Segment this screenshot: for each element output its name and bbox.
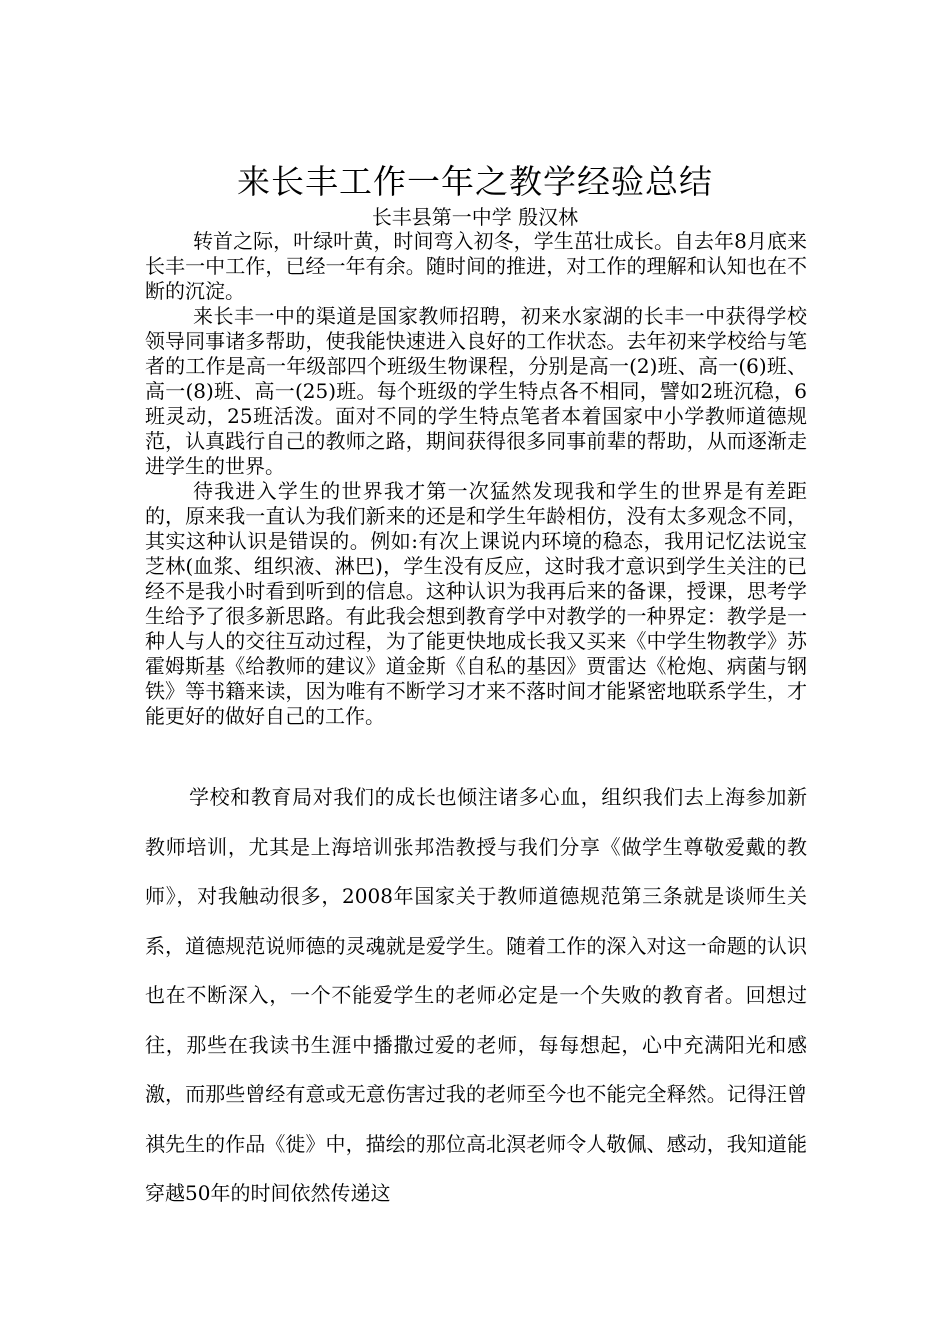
paragraph: 学校和教育局对我们的成长也倾注诸多心血，组织我们去上海参加新教师培训，尤其是上海培训张邦浩教授与我们分享《做学生尊敬爱戴的教师》，对我触动很多，2008年国家关于教师道德规范第三条就是谈师生关系，道德规范说师德的灵魂就是爱学生。随着工作的深入对这一命题的认识也在不断深入，一个不能爱学生的老师必定是一个失败的教育者。回想过往，那些在我读书生涯中播撒过爱的老师，每每想起，心中充满阳光和感激，而那些曾经有意或无意伤害过我的老师至今也不能完全释然。记得汪曾祺先生的作品《徙》中，描绘的那位高北溟老师令人敬佩、感动，我知道能穿越50年的时间依然传递这 bbox=[145, 785, 807, 1205]
author-line: 长丰县第一中学 殷汉林 bbox=[371, 205, 579, 229]
body-section-spaced bbox=[145, 773, 807, 1219]
paragraph: 转首之际，叶绿叶黄，时间弯入初冬，学生茁壮成长。自去年8月底来长丰一中工作，已经一年有余。随时间的推进，对工作的理解和认知也在不断的沉淀。 bbox=[145, 229, 807, 303]
body-section-dense bbox=[145, 229, 807, 729]
paragraph: 来长丰一中的渠道是国家教师招聘，初来水家湖的长丰一中获得学校领导同事诸多帮助，使我能快速进入良好的工作状态。去年初来学校给与笔者的工作是高一年级部四个班级生物课程，分别是高一(2)班、高一(6)班、高一(8)班、高一(25)班。每个班级的学生特点各不相同，譬如2班沉稳，6班灵动，25班活泼。面对不同的学生特点笔者本着国家中小学教师道德规范，认真践行自己的教师之路，期间获得很多同事前辈的帮助，从而逐渐走进学生的世界。 bbox=[145, 304, 807, 478]
paragraph: 待我进入学生的世界我才第一次猛然发现我和学生的世界是有差距的，原来我一直认为我们新来的还是和学生年龄相仿，没有太多观念不同，其实这种认识是错误的。例如:有次上课说内环境的稳态，我用记忆法说宝芝林(血浆、组织液、淋巴)，学生没有反应，这时我才意识到学生关注的已经不是我小时看到听到的信息。这种认识为我再后来的备课，授课，思考学生给予了很多新思路。有此我会想到教育学中对教学的一种界定：教学是一种人与人的交往互动过程，为了能更快地成长我又买来《中学生物教学》苏霍姆斯基《给教师的建议》道金斯《自私的基因》贾雷达《枪炮、病菌与钢铁》等书籍来读，因为唯有不断学习才来不落时间才能紧密地联系学生，才能更好的做好自己的工作。 bbox=[145, 479, 807, 728]
document-title: 来长丰工作一年之教学经验总结 bbox=[237, 162, 713, 201]
